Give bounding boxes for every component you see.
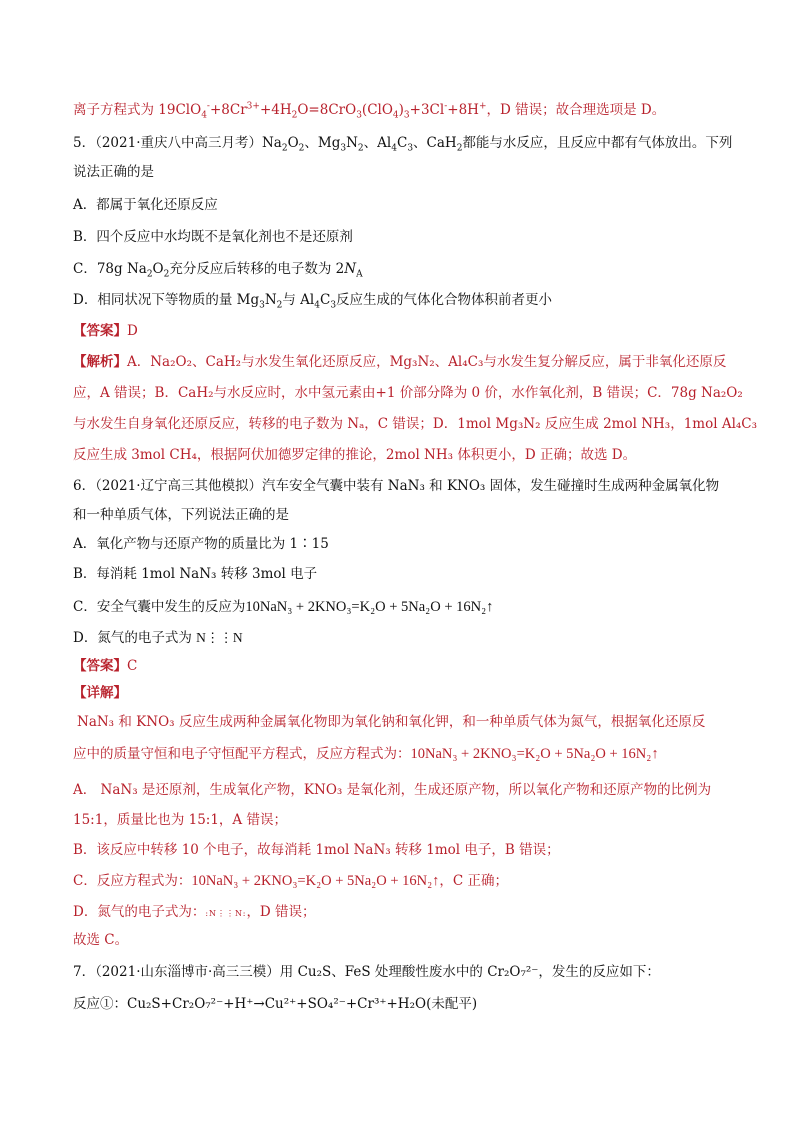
equation: 10NaN₃ + 2KNO₃=K₂O + 5Na₂O + 16N₂↑ bbox=[245, 599, 494, 615]
q5-option-c: C．78g $Na_2O_2$充分反应后转移的电子数为 $2N_A$ bbox=[73, 261, 363, 280]
q6-answer: 【答案】C bbox=[73, 658, 138, 674]
q6-detail-line7: D．氮气的电子式为：:N⋮⋮N:，D 错误； bbox=[73, 904, 316, 920]
q5-option-a: A．都属于氧化还原反应 bbox=[73, 197, 218, 213]
q7-stem-line1: 7．（2021·山东淄博市·高三三模）用 Cu₂S、FeS 处理酸性废水中的 Cr₂O₇²⁻，发生的反应如下： bbox=[73, 964, 660, 980]
q5-option-d: D．相同状况下等物质的量 $Mg_3N_2$与 $Al_4C_3$反应生成的气体化合物体积前者更小 bbox=[73, 292, 553, 311]
q6-detail-line5: B．该反应中转移 10 个电子，故每消耗 1mol NaN₃ 转移 1mol 电子，B 错误； bbox=[73, 842, 560, 858]
q5-analysis-line2: 应，A 错误；B．CaH₂与水反应时，水中氢元素由+1 价部分降为 0 价，水作氧化剂，B 错误；C．78g Na₂O₂ bbox=[73, 385, 743, 401]
q6-detail-label: 【详解】 bbox=[73, 685, 127, 701]
q7-reaction1: 反应①：Cu₂S+Cr₂O₇²⁻+H⁺→Cu²⁺+SO₄²⁻+Cr³⁺+H₂O(未配平) bbox=[73, 996, 478, 1012]
q6-stem-line2: 和一种单质气体，下列说法正确的是 bbox=[73, 507, 289, 523]
q5-option-b: B．四个反应中水均既不是氧化剂也不是还原剂 bbox=[73, 229, 353, 245]
q6-option-b: B．每消耗 1mol NaN₃ 转移 3mol 电子 bbox=[73, 566, 318, 582]
q6-conclusion: 故选 C。 bbox=[73, 932, 129, 948]
q6-detail-line4: 15:1，质量比也为 15:1，A 错误； bbox=[73, 812, 287, 828]
q6-detail-line1: NaN₃ 和 KNO₃ 反应生成两种金属氧化物即为氧化钠和氧化钾，和一种单质气体为氮气，根据氧化还原反 bbox=[77, 714, 706, 730]
q6-option-a: A．氧化产物与还原产物的质量比为 1∶15 bbox=[73, 536, 329, 552]
q6-stem-line1: 6．（2021·辽宁高三其他模拟）汽车安全气囊中装有 NaN₃ 和 KNO₃ 固体，发生碰撞时生成两种金属氧化物 bbox=[73, 478, 720, 494]
q5-analysis-line3: 与水发生自身氧化还原反应，转移的电子数为 Nₐ，C 错误；D．1mol Mg₃N₂ 反应生成 2mol NH₃，1mol Al₄C₃ bbox=[73, 416, 758, 432]
q5-answer: 【答案】D bbox=[73, 323, 138, 339]
q6-detail-line6: C．反应方程式为：10NaN₃ + 2KNO₃=K₂O + 5Na₂O + 16N₂↑，C 正确； bbox=[73, 873, 509, 889]
q6-option-d: D．氮气的电子式为 N⋮⋮N bbox=[73, 630, 243, 646]
q6-option-c: C．安全气囊中发生的反应为10NaN₃ + 2KNO₃=K₂O + 5Na₂O + 16N₂↑ bbox=[73, 599, 494, 615]
q5-analysis-line4: 反应生成 3mol CH₄，根据阿伏加德罗定律的推论，2mol NH₃ 体积更小，D 正确；故选 D。 bbox=[73, 447, 637, 463]
q5-analysis-line1: 【解析】A．Na₂O₂、CaH₂与水发生氧化还原反应，Mg₃N₂、Al₄C₃与水发生复分解反应，属于非氧化还原反 bbox=[73, 354, 727, 370]
q5-stem-line2: 说法正确的是 bbox=[73, 164, 154, 180]
prev-answer-line: 离子方程式为 $19ClO_4^-+8Cr^{3+}+4H_2O=8CrO_3(ClO_4)_3+3Cl^-+8H^+$，D 错误；故合理选项是 D。 bbox=[73, 101, 666, 121]
q6-detail-line3: A． NaN₃ 是还原剂，生成氧化产物，KNO₃ 是氧化剂，生成还原产物，所以氧化产物和还原产物的比例为 bbox=[73, 782, 712, 798]
q5-stem-line1: 5．（2021·重庆八中高三月考）$Na_2O_2$、$Mg_3N_2$、$Al_4C_3$、CaH$_2$都能与水反应，且反应中都有气体放出。下列 bbox=[73, 135, 733, 154]
q6-detail-line2: 应中的质量守恒和电子守恒配平方程式，反应方程式为：10NaN₃ + 2KNO₃=K₂O + 5Na₂O + 16N₂↑ bbox=[73, 746, 659, 762]
